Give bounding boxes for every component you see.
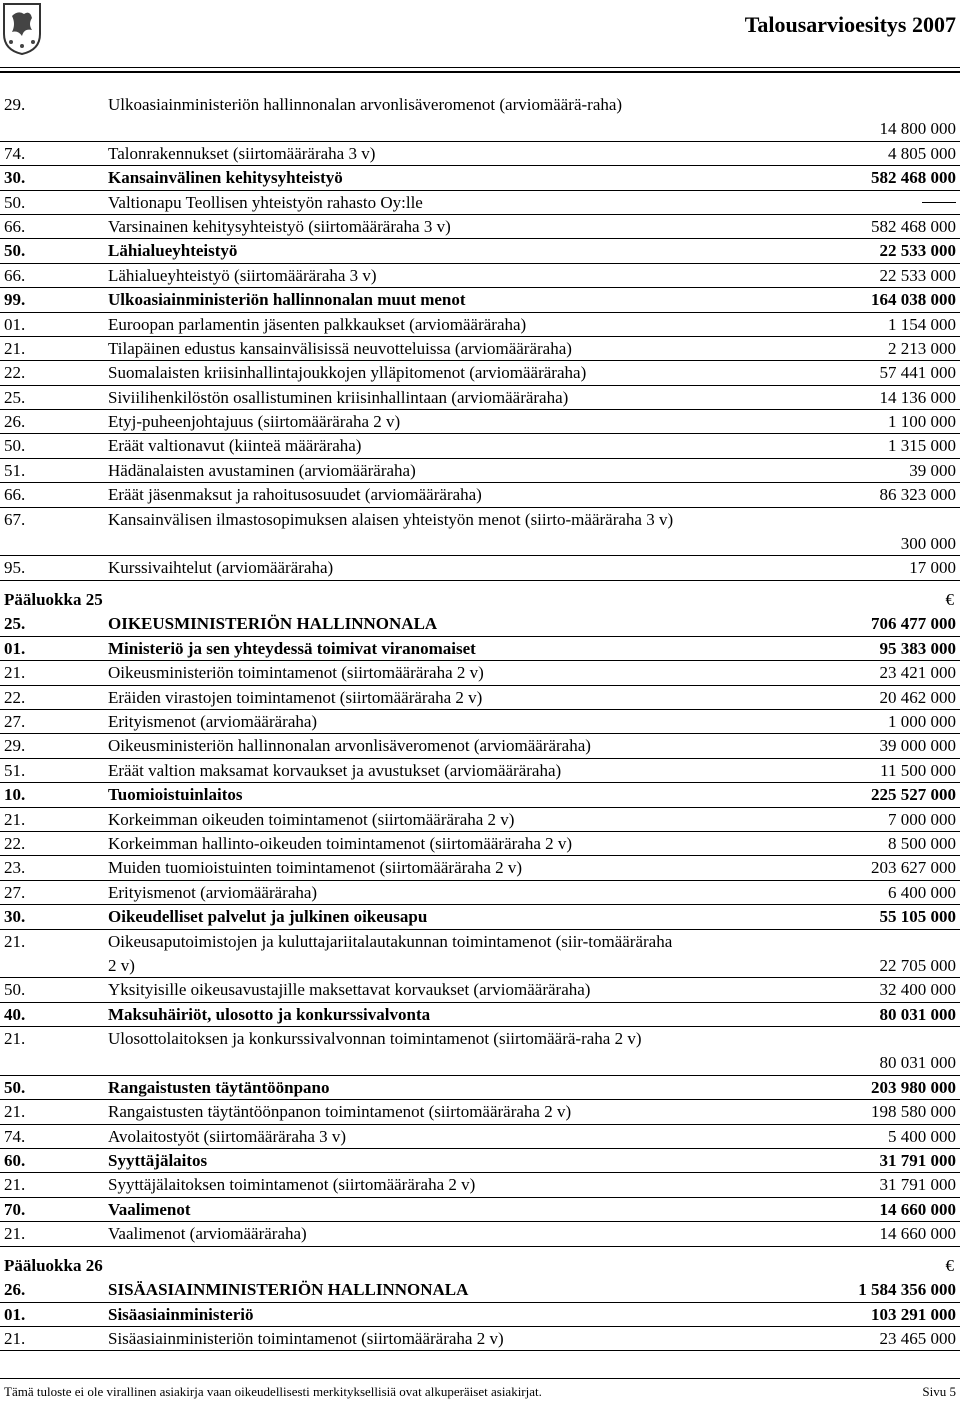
item-description: Kansainvälinen kehitysyhteistyö <box>108 168 343 188</box>
item-description: Kurssivaihtelut (arviomääräraha) <box>108 558 334 578</box>
item-number: 67. <box>4 509 26 529</box>
item-amount: 32 400 000 <box>879 980 956 1000</box>
item-description: OIKEUSMINISTERIÖN HALLINNONALA <box>108 614 438 634</box>
budget-row <box>0 612 960 636</box>
item-amount: 22 705 000 <box>879 955 956 975</box>
item-amount: 203 627 000 <box>871 858 956 878</box>
main-class-label: Pääluokka 25 <box>4 590 103 610</box>
item-description: Syyttäjälaitos <box>108 1151 208 1171</box>
item-description: Talonrakennukset (siirtomääräraha 3 v) <box>108 143 376 163</box>
budget-row <box>0 386 960 410</box>
item-description: Oikeusministeriön toimintamenot (siirtomääräraha 2 v) <box>108 663 484 683</box>
budget-row <box>0 905 960 929</box>
budget-row <box>0 1027 960 1076</box>
item-amount: 198 580 000 <box>871 1102 956 1122</box>
budget-row <box>0 832 960 856</box>
budget-row <box>0 686 960 710</box>
item-description: Eräät valtion maksamat korvaukset ja avustukset (arviomääräraha) <box>108 760 562 780</box>
page-number: Sivu 5 <box>922 1384 956 1399</box>
budget-table <box>0 93 960 1351</box>
item-amount: 164 038 000 <box>871 290 956 310</box>
item-amount: 86 323 000 <box>879 485 956 505</box>
item-description: Rangaistusten täytäntöönpanon toimintamenot (siirtomääräraha 2 v) <box>108 1102 572 1122</box>
budget-row <box>0 1303 960 1327</box>
budget-row <box>0 288 960 312</box>
currency-symbol: € <box>945 590 954 610</box>
item-number: 10. <box>4 785 26 805</box>
item-number: 21. <box>4 809 26 829</box>
item-amount: 225 527 000 <box>871 785 956 805</box>
budget-row <box>0 264 960 288</box>
item-amount: 31 791 000 <box>879 1151 956 1171</box>
item-number: 50. <box>4 436 26 456</box>
item-description: Sisäasiainministeriö <box>108 1304 254 1324</box>
item-description: Lähialueyhteistyö <box>108 241 238 261</box>
item-number: 74. <box>4 1126 26 1146</box>
budget-rows-continued <box>0 93 960 581</box>
item-amount: 39 000 000 <box>879 736 956 756</box>
item-description: Muiden tuomioistuinten toimintamenot (siirtomääräraha 2 v) <box>108 858 523 878</box>
item-number: 22. <box>4 687 26 707</box>
item-description: Oikeusaputoimistojen ja kuluttajariitalautakunnan toimintamenot (siir-tomääräraha 2 v) <box>108 931 673 975</box>
item-number: 01. <box>4 638 26 658</box>
item-description: Avolaitostyöt (siirtomääräraha 3 v) <box>108 1126 347 1146</box>
budget-row <box>0 142 960 166</box>
item-amount: 2 213 000 <box>888 338 956 358</box>
item-number: 50. <box>4 1077 26 1097</box>
item-number: 21. <box>4 1329 26 1348</box>
item-description: Korkeimman oikeuden toimintamenot (siirtomääräraha 2 v) <box>108 809 515 829</box>
item-number: 21. <box>4 1224 26 1244</box>
page-footer <box>0 1378 960 1402</box>
item-amount: 57 441 000 <box>879 363 956 383</box>
item-number: 26. <box>4 412 26 432</box>
item-number: 51. <box>4 760 26 780</box>
item-amount: 55 105 000 <box>879 907 956 927</box>
item-number: 66. <box>4 216 26 236</box>
item-number: 21. <box>4 931 26 951</box>
item-description: Syyttäjälaitoksen toimintamenot (siirtomääräraha 2 v) <box>108 1175 476 1195</box>
budget-rows-main-class-26 <box>0 1278 960 1351</box>
item-amount: 31 791 000 <box>879 1175 956 1195</box>
item-amount: 22 533 000 <box>879 241 956 261</box>
budget-row <box>0 978 960 1002</box>
budget-row <box>0 361 960 385</box>
budget-rows-main-class-25 <box>0 612 960 1246</box>
budget-row <box>0 483 960 507</box>
no-amount-dash <box>922 202 956 203</box>
item-number: 51. <box>4 460 26 480</box>
item-amount: 203 980 000 <box>871 1077 956 1097</box>
footer-disclaimer: Tämä tuloste ei ole virallinen asiakirja vaan oikeudellisesti merkityksellisiä ovat alkuperäiset asiakirjat. <box>4 1384 542 1399</box>
budget-row <box>0 856 960 880</box>
document-title: Talousarvioesitys 2007 <box>744 12 956 37</box>
budget-row <box>0 410 960 434</box>
item-description: Lähialueyhteistyö (siirtomääräraha 3 v) <box>108 265 377 285</box>
item-amount: 1 154 000 <box>888 314 956 334</box>
item-amount: 7 000 000 <box>888 809 956 829</box>
item-description: Eräät jäsenmaksut ja rahoitusosuudet (arviomääräraha) <box>108 485 482 505</box>
item-amount: 8 500 000 <box>888 833 956 853</box>
item-number: 23. <box>4 858 26 878</box>
item-number: 22. <box>4 363 26 383</box>
item-number: 50. <box>4 241 26 261</box>
budget-row <box>0 459 960 483</box>
item-description: Etyj-puheenjohtajuus (siirtomääräraha 2 v) <box>108 412 401 432</box>
budget-row <box>0 1100 960 1124</box>
item-number: 66. <box>4 265 26 285</box>
item-description: Eräät valtionavut (kiinteä määräraha) <box>108 436 362 456</box>
item-amount: 23 465 000 <box>879 1328 956 1348</box>
item-amount: 4 805 000 <box>888 143 956 163</box>
item-number: 40. <box>4 1004 26 1024</box>
budget-row <box>0 734 960 758</box>
item-description: Korkeimman hallinto-oikeuden toimintamenot (siirtomääräraha 2 v) <box>108 833 573 853</box>
item-amount: 14 800 000 <box>879 119 956 139</box>
budget-row <box>0 556 960 580</box>
item-description: Yksityisille oikeusavustajille maksettavat korvaukset (arviomääräraha) <box>108 980 591 1000</box>
budget-row <box>0 166 960 190</box>
item-description: Erityismenot (arviomääräraha) <box>108 882 318 902</box>
item-amount: 5 400 000 <box>888 1126 956 1146</box>
item-description: Tilapäinen edustus kansainvälisissä neuvotteluissa (arviomääräraha) <box>108 338 572 358</box>
item-amount: 6 400 000 <box>888 882 956 902</box>
item-description: Vaalimenot (arviomääräraha) <box>108 1224 307 1244</box>
item-number: 22. <box>4 833 26 853</box>
item-number: 50. <box>4 980 26 1000</box>
item-description: Euroopan parlamentin jäsenten palkkaukset (arviomääräraha) <box>108 314 527 334</box>
main-class-header-26 <box>0 1247 960 1279</box>
budget-row <box>0 661 960 685</box>
item-description: Vaalimenot <box>108 1199 191 1219</box>
budget-row <box>0 434 960 458</box>
item-description: Kansainvälisen ilmastosopimuksen alaisen yhteistyön menot (siirto-määräraha 3 v) <box>108 509 674 529</box>
budget-row <box>0 1003 960 1027</box>
budget-row <box>0 1076 960 1100</box>
budget-row <box>0 215 960 239</box>
item-amount: 1 100 000 <box>888 412 956 432</box>
footer-divider <box>0 1378 960 1379</box>
item-number: 29. <box>4 95 26 114</box>
item-number: 21. <box>4 1029 26 1049</box>
page-header <box>0 0 960 92</box>
item-description: Ulkoasiainministeriön hallinnonalan arvonlisäveromenot (arviomäärä-raha) <box>108 95 623 114</box>
item-amount: 1 000 000 <box>888 711 956 731</box>
item-amount: 11 500 000 <box>880 760 956 780</box>
item-number: 99. <box>4 290 26 310</box>
item-number: 21. <box>4 338 26 358</box>
item-amount: 1 315 000 <box>888 436 956 456</box>
budget-row <box>0 191 960 215</box>
item-number: 21. <box>4 1102 26 1122</box>
item-amount: 95 383 000 <box>879 638 956 658</box>
budget-row <box>0 930 960 979</box>
budget-row <box>0 1125 960 1149</box>
budget-row <box>0 710 960 734</box>
item-number: 01. <box>4 1304 26 1324</box>
header-divider <box>0 67 960 68</box>
item-amount: 80 031 000 <box>879 1053 956 1073</box>
item-description: Ulkoasiainministeriön hallinnonalan muut menot <box>108 290 466 310</box>
item-amount: 300 000 <box>900 534 956 554</box>
item-description: Ministeriö ja sen yhteydessä toimivat viranomaiset <box>108 638 476 658</box>
budget-row <box>0 1327 960 1351</box>
item-number: 30. <box>4 168 26 188</box>
item-amount: 23 421 000 <box>879 663 956 683</box>
budget-row <box>0 759 960 783</box>
budget-row <box>0 508 960 557</box>
coat-of-arms-icon <box>2 2 42 56</box>
item-amount: 39 000 <box>909 460 956 480</box>
budget-row <box>0 239 960 263</box>
budget-row <box>0 1198 960 1222</box>
item-number: 25. <box>4 387 26 407</box>
budget-row <box>0 1222 960 1246</box>
item-number: 74. <box>4 143 26 163</box>
item-description: Siviilihenkilöstön osallistuminen kriisinhallintaan (arviomääräraha) <box>108 387 569 407</box>
item-number: 95. <box>4 558 26 578</box>
item-description: Eräiden virastojen toimintamenot (siirtomääräraha 2 v) <box>108 687 483 707</box>
budget-row <box>0 637 960 661</box>
item-description: Suomalaisten kriisinhallintajoukkojen ylläpitomenot (arviomääräraha) <box>108 363 587 383</box>
budget-row <box>0 1278 960 1302</box>
item-number: 30. <box>4 907 26 927</box>
item-amount: 1 584 356 000 <box>858 1280 956 1300</box>
item-amount: 14 660 000 <box>879 1224 956 1244</box>
item-description: Oikeusministeriön hallinnonalan arvonlisäveromenot (arviomääräraha) <box>108 736 591 756</box>
budget-row <box>0 93 960 142</box>
item-amount: 706 477 000 <box>871 614 956 634</box>
item-amount: 103 291 000 <box>871 1304 956 1324</box>
budget-row <box>0 313 960 337</box>
item-number: 70. <box>4 1199 26 1219</box>
item-description: Erityismenot (arviomääräraha) <box>108 712 318 731</box>
budget-row <box>0 1149 960 1173</box>
item-number: 29. <box>4 736 26 756</box>
main-class-label: Pääluokka 26 <box>4 1256 103 1276</box>
budget-row <box>0 783 960 807</box>
budget-row <box>0 1173 960 1197</box>
budget-row <box>0 808 960 832</box>
item-amount: 20 462 000 <box>879 687 956 707</box>
item-description: Hädänalaisten avustaminen (arviomääräraha) <box>108 460 416 480</box>
item-description: Maksuhäiriöt, ulosotto ja konkurssivalvonta <box>108 1004 431 1024</box>
item-description: Rangaistusten täytäntöönpano <box>108 1077 330 1097</box>
main-class-header-25 <box>0 581 960 613</box>
item-number: 66. <box>4 485 26 505</box>
item-number: 25. <box>4 614 26 634</box>
item-description: Valtionapu Teollisen yhteistyön rahasto Oy:lle <box>108 192 423 212</box>
item-amount: 582 468 000 <box>871 168 956 188</box>
header-divider-thick <box>0 71 960 73</box>
item-number: 21. <box>4 1175 26 1195</box>
currency-symbol: € <box>945 1256 954 1276</box>
item-number: 21. <box>4 663 26 683</box>
item-description: Ulosottolaitoksen ja konkurssivalvonnan toimintamenot (siirtomäärä-raha 2 v) <box>108 1029 642 1049</box>
item-amount: 22 533 000 <box>879 265 956 285</box>
item-description: Sisäasiainministeriön toimintamenot (siirtomääräraha 2 v) <box>108 1329 504 1348</box>
item-number: 50. <box>4 192 26 212</box>
budget-row <box>0 337 960 361</box>
item-number: 26. <box>4 1280 26 1300</box>
item-description: Oikeudelliset palvelut ja julkinen oikeusapu <box>108 907 428 927</box>
item-description: SISÄASIAINMINISTERIÖN HALLINNONALA <box>108 1280 469 1300</box>
budget-row <box>0 881 960 905</box>
item-amount: 582 468 000 <box>871 216 956 236</box>
item-number: 01. <box>4 314 26 334</box>
item-description: Tuomioistuinlaitos <box>108 785 243 805</box>
item-number: 27. <box>4 882 26 902</box>
item-number: 27. <box>4 712 26 731</box>
item-amount: 14 136 000 <box>879 387 956 407</box>
item-amount: 17 000 <box>909 558 956 578</box>
item-description: Varsinainen kehitysyhteistyö (siirtomääräraha 3 v) <box>108 216 451 236</box>
item-amount: 14 660 000 <box>879 1199 956 1219</box>
item-number: 60. <box>4 1151 26 1171</box>
item-amount: 80 031 000 <box>879 1004 956 1024</box>
